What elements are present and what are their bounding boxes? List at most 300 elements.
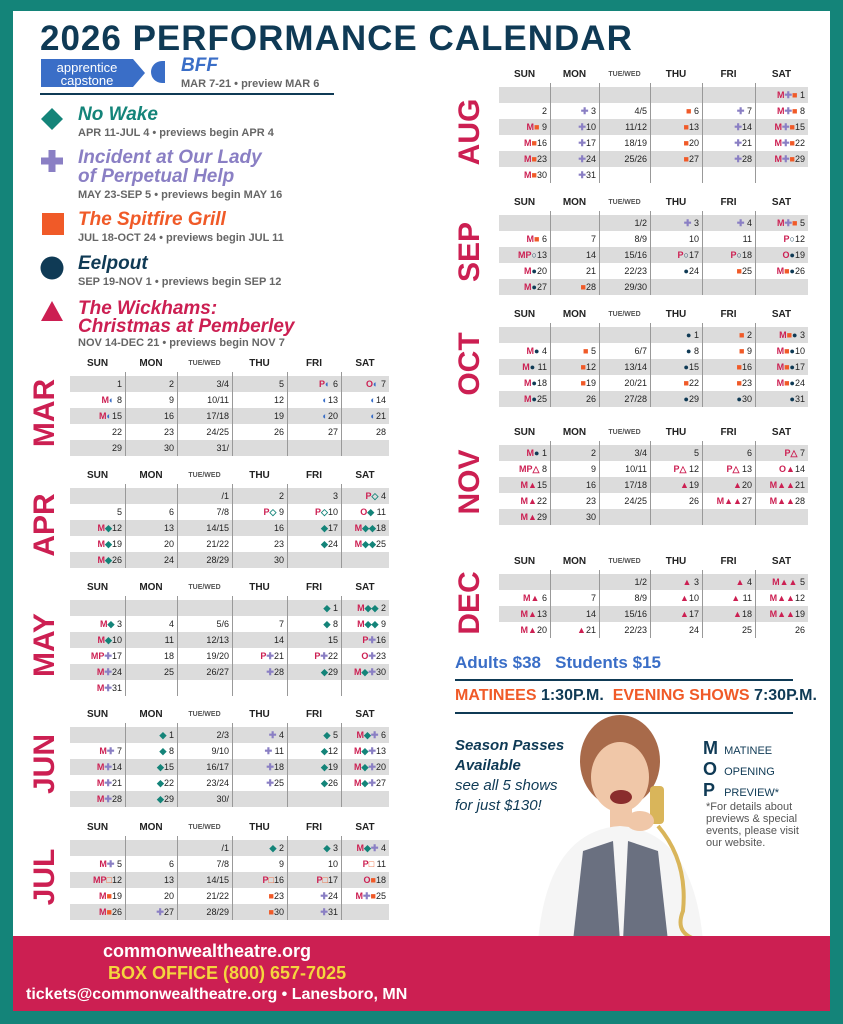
square-icon [41,212,65,236]
day-cell: M● 4 [526,346,547,356]
apprentice-line1: apprentice [56,60,118,75]
day-cell [287,680,341,696]
day-cell: ■19 [580,378,596,388]
column-divider [650,323,651,407]
day-cell: ■27 [683,154,699,164]
day-cell: /1 [221,491,229,501]
week-row [499,263,808,279]
day-cell: 7/8 [216,859,229,869]
day-cell: 23 [273,539,284,549]
day-cell [702,279,755,295]
day-cell: MP○13 [518,250,547,260]
day-cell: 6/7 [634,346,647,356]
day-cell: M●25 [524,394,547,404]
column-divider [125,596,126,696]
day-cell: M■ 6 [526,234,547,244]
weekday-thu: THU [665,309,687,320]
day-cell: 8/9 [634,234,647,244]
day-cell: 16/17 [206,762,229,772]
day-cell: 25/26 [624,154,647,164]
day-cell: ◐20 [322,411,338,421]
column-divider [599,211,600,295]
day-cell: 21 [585,266,596,276]
day-cell [499,215,550,231]
actress-photo [488,711,738,941]
day-cell: ◆15 [157,762,174,772]
day-cell: ✚31 [320,907,338,917]
weekday-fri: FRI [720,69,737,80]
day-cell: ▲ 11 [731,593,752,603]
day-cell: 3 [332,491,338,501]
column-divider [550,441,551,525]
day-cell: MP△ 8 [519,464,547,474]
day-cell: ▲17 [680,609,699,619]
weekday-mon: MON [562,197,587,208]
legend-p-letter: P [703,780,716,800]
show-wickhams-line2: Christmas at Pemberley [78,316,295,337]
weekday-sat: SAT [771,69,792,80]
calendar-poster [13,11,830,1011]
day-cell: M■26 [99,907,122,917]
day-cell: ■ 6 [686,106,699,116]
day-cell: 1/2 [634,218,647,228]
day-cell [599,167,650,183]
season-line2: Available [455,757,521,774]
column-divider [125,372,126,456]
show-eelpout: Eelpout [78,253,148,274]
weekday-sun: SUN [86,709,109,720]
day-cell: 26 [794,625,805,635]
day-cell: 24/25 [206,427,229,437]
evening-label: EVENING SHOWS [612,687,755,704]
day-cell [341,904,389,920]
day-cell: ◆ 3 [323,843,338,853]
day-cell: 19 [273,411,284,421]
day-cell [599,509,650,525]
weekday-thu: THU [249,358,270,369]
day-cell: 19/20 [206,651,229,661]
day-cell: M◆26 [97,555,122,565]
show-wickhams-dates: NOV 14-DEC 21 • previews begin NOV 7 [78,337,285,349]
week-row [499,391,808,407]
day-cell [125,488,177,504]
day-cell: O◆ 11 [360,507,386,517]
day-cell: 12/13 [206,635,229,645]
website-link[interactable]: commonwealtheatre.org [103,941,312,961]
day-cell [287,440,341,456]
column-divider [232,372,233,456]
month-label-nov: NOV [453,449,486,515]
weekday-sat: SAT [771,309,792,320]
day-cell: ■ 5 [583,346,596,356]
day-cell: ◆ 1 [159,730,174,740]
day-cell: 28 [375,427,386,437]
day-cell: 16 [163,411,174,421]
show-no-wake-dates: APR 11-JUL 4 • previews begin APR 4 [78,127,274,139]
day-cell [755,167,808,183]
weekday-sun: SUN [513,427,536,438]
day-cell: 4 [168,619,174,629]
day-cell: 28/29 [206,907,229,917]
day-cell: M■●26 [776,266,805,276]
weekday-sat: SAT [771,427,792,438]
day-cell: 4/5 [634,106,647,116]
day-cell: ✚27 [156,907,174,917]
day-cell: M✚ 5 [99,859,122,869]
month-label-jun: JUN [28,734,61,795]
weekday-sun: SUN [513,69,536,80]
evening-time: 7:30P.M. [754,687,817,704]
day-cell: M✚■ 5 [776,218,805,228]
day-cell: M◆◆ 2 [357,603,386,613]
column-divider [125,723,126,807]
weekday-mon: MON [562,309,587,320]
half-moon-icon [151,61,165,83]
day-cell: M●27 [524,282,547,292]
day-cell: P◐ 6 [319,379,338,389]
day-cell: ✚14 [734,122,752,132]
day-cell: 10 [327,859,338,869]
day-cell: M◆✚30 [354,667,386,677]
week-row [499,215,808,231]
day-cell: 11 [742,234,752,244]
weekday-tue-wed: TUE/WED [608,199,641,206]
weekday-mon: MON [562,556,587,567]
day-cell: 26 [688,496,699,506]
day-cell: ●15 [683,362,699,372]
day-cell: ◆ 2 [269,843,284,853]
column-divider [550,211,551,295]
day-cell: 14 [585,609,596,619]
weekday-sun: SUN [86,358,109,369]
day-cell: M◆19 [97,539,122,549]
day-cell: ✚25 [266,778,284,788]
day-cell: ◆29 [321,667,338,677]
column-divider [232,836,233,920]
day-cell: ◆24 [321,539,338,549]
day-cell [287,791,341,807]
day-cell: ◆17 [321,523,338,533]
column-divider [341,484,342,568]
weekday-tue-wed: TUE/WED [608,311,641,318]
column-divider [702,83,703,183]
day-cell: ✚24 [578,154,596,164]
show-incident-line1: Incident at Our Lady [78,147,262,168]
day-cell: 10/11 [207,395,229,405]
day-cell: M▲▲ 5 [772,577,805,587]
day-cell: M■●24 [776,378,805,388]
day-cell: 28/29 [206,555,229,565]
day-cell: P△ 13 [726,464,752,474]
show-spitfire: The Spitfire Grill [78,209,226,230]
weekday-tue-wed: TUE/WED [608,71,641,78]
day-cell: M●20 [524,266,547,276]
day-cell: 21/22 [206,539,229,549]
weekday-sun: SUN [86,582,109,593]
day-cell: M▲ 6 [523,593,547,603]
column-divider [341,596,342,696]
day-cell: O✚23 [361,651,386,661]
day-cell: 7 [590,593,596,603]
contact-line: tickets@commonwealtheatre.org • Lanesboro, MN [26,986,408,1003]
legend-o-meaning: OPENING [724,766,775,778]
day-cell: 14/15 [206,875,229,885]
week-row [499,493,808,509]
day-cell: 21/22 [206,891,229,901]
month-label-aug: AUG [453,98,486,166]
day-cell: M✚■29 [774,154,805,164]
column-divider [650,441,651,525]
column-divider [232,596,233,696]
day-cell: 3/4 [634,448,647,458]
day-cell [499,87,550,103]
day-cell: 5/6 [216,619,229,629]
column-divider [341,723,342,807]
day-cell: ■28 [580,282,596,292]
day-cell: M▲20 [520,625,547,635]
price-divider [455,679,793,681]
day-cell: /1 [221,843,229,853]
weekday-thu: THU [249,822,270,833]
matinees-label: MATINEES [455,687,541,704]
day-cell [755,279,808,295]
day-cell: 1/2 [634,577,647,587]
weekday-sat: SAT [355,582,375,593]
day-cell: 10 [688,234,699,244]
day-cell: ◐21 [370,411,386,421]
day-cell: M✚■25 [355,891,386,901]
day-cell: 13 [163,875,174,885]
day-cell: M✚21 [96,778,122,788]
weekday-fri: FRI [305,358,323,369]
day-cell: ▲18 [733,609,752,619]
day-cell: ●31 [789,394,805,404]
day-cell: P◇ 9 [263,507,284,517]
day-cell: 17/18 [206,411,229,421]
day-cell [650,167,702,183]
day-cell [177,600,232,616]
weekday-mon: MON [139,709,163,720]
day-cell: P△ 7 [784,448,805,458]
day-cell: ■30 [268,907,284,917]
weekday-sun: SUN [513,309,536,320]
column-divider [755,570,756,638]
day-cell: M■16 [524,138,547,148]
day-cell: 25 [741,625,752,635]
day-cell: ✚24 [320,891,338,901]
day-cell: ● 1 [686,330,699,340]
column-divider [232,484,233,568]
week-row [499,590,808,606]
day-cell: 23/24 [206,778,229,788]
day-cell: 13/14 [624,362,647,372]
day-cell: P□ 11 [362,859,386,869]
day-cell: 22/23 [624,625,647,635]
day-cell: ●30 [736,394,752,404]
day-cell: 9 [278,859,284,869]
weekday-fri: FRI [720,197,737,208]
week-row [499,135,808,151]
day-cell: ◆ 8 [323,619,338,629]
season-line4: for just $130! [455,797,542,814]
day-cell: O■18 [363,875,386,885]
weekday-tue-wed: TUE/WED [188,472,221,479]
column-divider [125,836,126,920]
day-cell: M✚■ 1 [776,90,805,100]
day-cell: P○17 [677,250,699,260]
day-cell: ◆ 8 [159,746,174,756]
weekday-sat: SAT [771,197,792,208]
day-cell: M◆◆ 9 [357,619,386,629]
day-cell: 27/28 [624,394,647,404]
day-cell: 15/16 [624,609,647,619]
day-cell: M✚24 [96,667,122,677]
weekday-sat: SAT [355,822,375,833]
show-wickhams-line1: The Wickhams: [78,298,218,319]
day-cell: ■20 [683,138,699,148]
day-cell: P✚21 [260,651,284,661]
students-price: $15 [632,653,661,672]
day-cell: 2 [278,491,284,501]
day-cell: ■23 [268,891,284,901]
bff-dates: MAR 7-21 • preview MAR 6 [181,78,320,90]
day-cell: M■30 [524,170,547,180]
day-cell: M◆◆25 [354,539,386,549]
day-cell: 18 [163,651,174,661]
column-divider [341,836,342,920]
day-cell: M▲▲12 [769,593,805,603]
column-divider [650,211,651,295]
day-cell [287,552,341,568]
day-cell: 26/27 [206,667,229,677]
day-cell: M■● 3 [779,330,805,340]
weekday-mon: MON [562,427,587,438]
weekday-tue-wed: TUE/WED [188,711,221,718]
week-row [499,375,808,391]
day-cell: M▲▲27 [716,496,752,506]
day-cell: ◆26 [321,778,338,788]
day-cell: 18/19 [624,138,647,148]
day-cell: 11/12 [625,122,647,132]
day-cell [70,488,125,504]
adults-label: Adults [455,653,513,672]
diamond-icon [40,107,64,131]
month-label-oct: OCT [453,332,486,396]
weekday-fri: FRI [720,427,737,438]
day-cell: 24 [163,555,174,565]
week-row [499,87,808,103]
day-cell [232,791,287,807]
day-cell [232,440,287,456]
day-cell: M◆✚ 4 [356,843,386,853]
day-cell: M✚ 7 [99,746,122,756]
column-divider [755,441,756,525]
day-cell [341,791,389,807]
week-row [499,461,808,477]
weekday-sun: SUN [86,470,109,481]
day-cell: M◐ 8 [101,395,122,405]
day-cell: 6 [746,448,752,458]
day-cell: ✚28 [266,667,284,677]
day-cell: P✚22 [314,651,338,661]
column-divider [287,723,288,807]
day-cell: 31/ [216,443,229,453]
day-cell: 11 [164,635,174,645]
day-cell: 16 [273,523,284,533]
weekday-tue-wed: TUE/WED [188,824,221,831]
column-divider [755,323,756,407]
show-spitfire-dates: JUL 18-OCT 24 • previews begin JUL 11 [78,232,284,244]
day-cell: M▲22 [520,496,547,506]
day-cell: M◆10 [97,635,122,645]
week-row [499,167,808,183]
day-cell: ✚ 3 [683,218,699,228]
weekday-thu: THU [249,709,270,720]
day-cell: ▲ 3 [682,577,699,587]
weekday-fri: FRI [305,822,323,833]
day-cell: ■23 [736,378,752,388]
day-cell [70,727,125,743]
day-cell: M●18 [524,378,547,388]
day-cell: MP✚17 [90,651,122,661]
day-cell [650,279,702,295]
day-cell [755,509,808,525]
day-cell [341,680,389,696]
day-cell: 5 [116,507,122,517]
week-row [499,231,808,247]
students-label: Students [555,653,633,672]
column-divider [177,372,178,456]
day-cell: ✚18 [266,762,284,772]
column-divider [755,211,756,295]
weekday-mon: MON [139,470,163,481]
day-cell: 14 [585,250,596,260]
day-cell: M◐15 [99,411,122,421]
day-cell: MP□12 [93,875,122,885]
week-row [499,103,808,119]
week-row [499,622,808,638]
day-cell: P○18 [730,250,752,260]
day-cell [125,840,177,856]
day-cell: ■25 [736,266,752,276]
day-cell: 7 [278,619,284,629]
column-divider [550,570,551,638]
day-cell: 15/16 [624,250,647,260]
day-cell: 14/15 [206,523,229,533]
day-cell [232,680,287,696]
day-cell: 5 [278,379,284,389]
day-cell: 30 [273,555,284,565]
month-label-may: MAY [28,613,61,677]
day-cell: 29 [111,443,122,453]
weekday-mon: MON [139,358,163,369]
weekday-thu: THU [249,470,270,481]
day-cell: 23 [163,427,174,437]
column-divider [599,323,600,407]
day-cell: ■ 9 [739,346,752,356]
mop-note: *For details about previews & special events, please visit our website. [706,801,799,849]
day-cell: ◆29 [157,794,174,804]
day-cell: M◆✚ 6 [356,730,386,740]
day-cell: 6 [168,859,174,869]
week-row [499,574,808,590]
column-divider [550,323,551,407]
weekday-tue-wed: TUE/WED [608,558,641,565]
column-divider [702,570,703,638]
legend-p-meaning: PREVIEW* [724,787,780,799]
day-cell: 2 [541,106,547,116]
day-cell: M■19 [99,891,122,901]
